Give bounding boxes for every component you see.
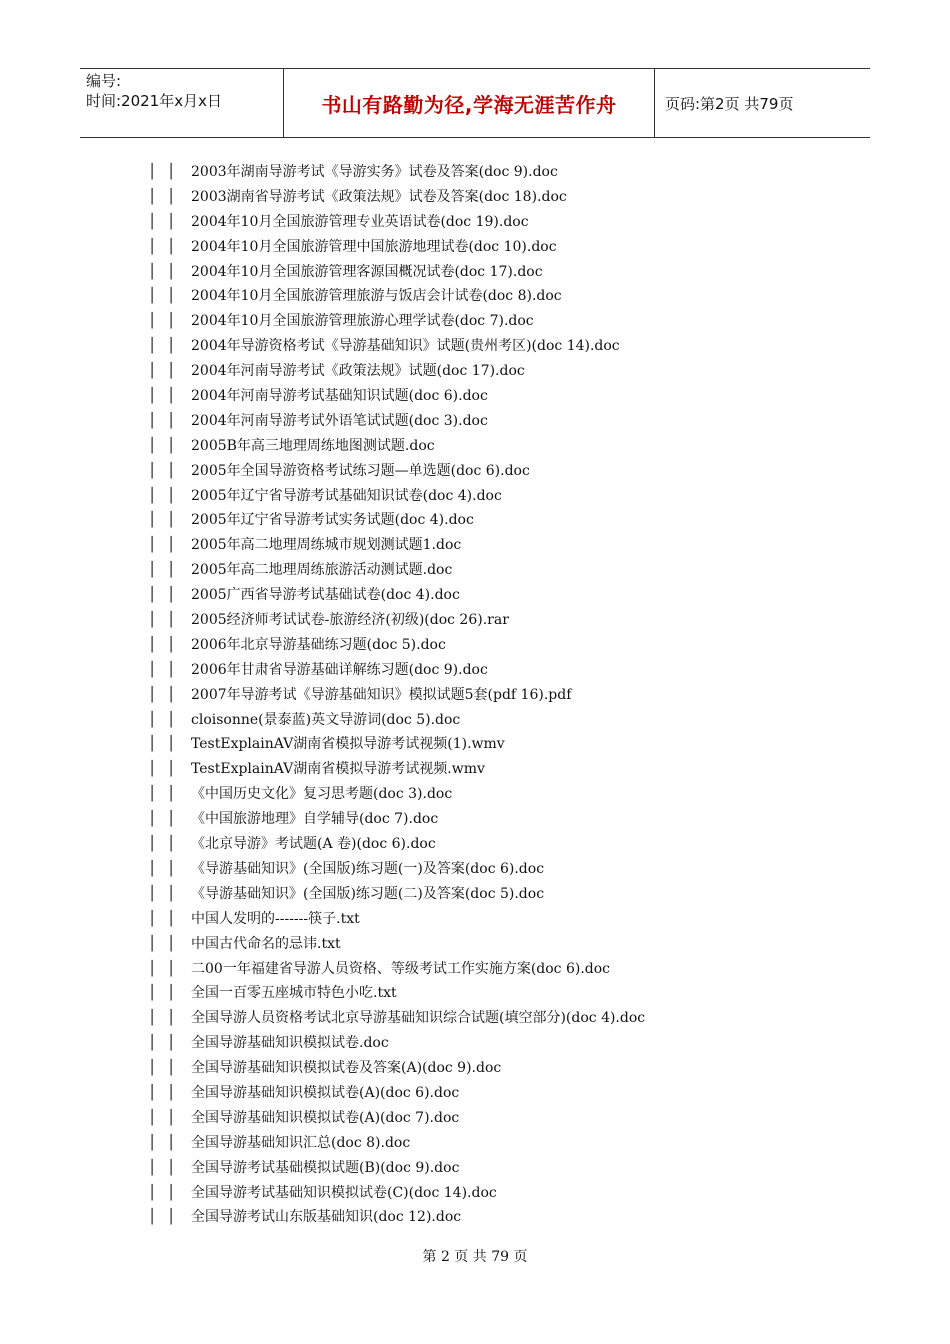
tree-branch-glyph: │ xyxy=(148,1134,157,1151)
tree-branch-glyph: │ xyxy=(167,1109,176,1126)
tree-branch-glyph: │ xyxy=(148,636,157,653)
tree-branch-glyph: │ xyxy=(167,462,176,479)
tree-branch-glyph: │ xyxy=(167,313,176,330)
document-date: 时间:2021年x月x日 xyxy=(86,92,222,110)
list-item xyxy=(148,185,908,210)
tree-branch-glyph: │ xyxy=(167,412,176,429)
tree-branch-glyph: │ xyxy=(167,1060,176,1077)
file-name: 全国导游基础知识模拟试卷及答案(A)(doc 9).doc xyxy=(191,1060,502,1077)
list-item xyxy=(148,484,908,509)
list-item xyxy=(148,907,908,932)
tree-branch-glyph: │ xyxy=(167,661,176,678)
file-name: 2005年全国导游资格考试练习题—单选题(doc 6).doc xyxy=(191,462,530,479)
file-name: 2005年辽宁省导游考试实务试题(doc 4).doc xyxy=(191,512,474,529)
list-item xyxy=(148,1131,908,1156)
list-item xyxy=(148,658,908,683)
file-name: 2005年高二地理周练旅游活动测试题.doc xyxy=(191,562,453,579)
file-name: 2004年10月全国旅游管理中国旅游地理试卷(doc 10).doc xyxy=(191,238,557,255)
tree-branch-glyph: │ xyxy=(148,164,157,180)
file-name: 《导游基础知识》(全国版)练习题(一)及答案(doc 6).doc xyxy=(191,860,545,877)
tree-branch-glyph: │ xyxy=(148,612,157,629)
tree-branch-glyph: │ xyxy=(148,188,157,205)
tree-branch-glyph: │ xyxy=(167,885,176,902)
tree-branch-glyph: │ xyxy=(148,587,157,604)
tree-branch-glyph: │ xyxy=(167,786,176,803)
tree-branch-glyph: │ xyxy=(167,636,176,653)
file-name: 全国导游基础知识模拟试卷.doc xyxy=(191,1035,389,1052)
tree-branch-glyph: │ xyxy=(167,1159,176,1176)
list-item xyxy=(148,1156,908,1181)
file-name: 全国导游基础知识模拟试卷(A)(doc 6).doc xyxy=(191,1084,460,1101)
tree-branch-glyph: │ xyxy=(167,985,176,1002)
tree-branch-glyph: │ xyxy=(167,910,176,927)
tree-branch-glyph: │ xyxy=(167,860,176,877)
page-header xyxy=(80,68,870,138)
tree-branch-glyph: │ xyxy=(148,1184,157,1201)
tree-branch-glyph: │ xyxy=(148,487,157,504)
tree-branch-glyph: │ xyxy=(167,263,176,280)
tree-branch-glyph: │ xyxy=(148,985,157,1002)
tree-branch-glyph: │ xyxy=(167,761,176,778)
list-item xyxy=(148,757,908,782)
tree-branch-glyph: │ xyxy=(167,1134,176,1151)
tree-branch-glyph: │ xyxy=(167,612,176,629)
file-name: 全国导游考试基础知识模拟试卷(C)(doc 14).doc xyxy=(191,1184,497,1201)
tree-branch-glyph: │ xyxy=(167,363,176,380)
tree-branch-glyph: │ xyxy=(148,836,157,853)
list-item xyxy=(148,1031,908,1056)
tree-branch-glyph: │ xyxy=(148,1035,157,1052)
list-item xyxy=(148,957,908,982)
tree-branch-glyph: │ xyxy=(167,188,176,205)
list-item xyxy=(148,1106,908,1131)
file-name: 全国导游基础知识模拟试卷(A)(doc 7).doc xyxy=(191,1109,460,1126)
list-item xyxy=(148,882,908,907)
tree-branch-glyph: │ xyxy=(148,238,157,255)
tree-branch-glyph: │ xyxy=(167,1084,176,1101)
list-item xyxy=(148,683,908,708)
tree-branch-glyph: │ xyxy=(148,711,157,728)
tree-branch-glyph: │ xyxy=(167,686,176,703)
page-footer: 第 2 页 共 79 页 xyxy=(422,1249,528,1265)
list-item xyxy=(148,1181,908,1206)
tree-branch-glyph: │ xyxy=(167,1010,176,1027)
list-item xyxy=(148,409,908,434)
list-item xyxy=(148,359,908,384)
tree-branch-glyph: │ xyxy=(167,1184,176,1201)
file-name: 2004年河南导游考试《政策法规》试题(doc 17).doc xyxy=(191,363,525,380)
file-name: 2004年导游资格考试《导游基础知识》试题(贵州考区)(doc 14).doc xyxy=(191,338,620,355)
tree-branch-glyph: │ xyxy=(148,213,157,230)
file-name: 2004年河南导游考试基础知识试题(doc 6).doc xyxy=(191,388,488,405)
tree-branch-glyph: │ xyxy=(167,1209,176,1226)
file-name: cloisonne(景泰蓝)英文导游词(doc 5).doc xyxy=(191,711,461,728)
list-item xyxy=(148,708,908,733)
list-item xyxy=(148,932,908,957)
tree-branch-glyph: │ xyxy=(148,412,157,429)
file-name: 2004年10月全国旅游管理专业英语试卷(doc 19).doc xyxy=(191,213,529,230)
file-name: 2005B年高三地理周练地图测试题.doc xyxy=(191,437,435,454)
tree-branch-glyph: │ xyxy=(167,338,176,355)
header-motto: 书山有路勤为径,学海无涯苦作舟 xyxy=(283,69,655,137)
file-name: 《导游基础知识》(全国版)练习题(二)及答案(doc 5).doc xyxy=(191,885,545,902)
tree-branch-glyph: │ xyxy=(148,736,157,753)
list-item xyxy=(148,284,908,309)
file-name: 全国导游人员资格考试北京导游基础知识综合试题(填空部分)(doc 4).doc xyxy=(191,1010,646,1027)
list-item xyxy=(148,508,908,533)
tree-branch-glyph: │ xyxy=(167,836,176,853)
tree-branch-glyph: │ xyxy=(167,388,176,405)
tree-branch-glyph: │ xyxy=(148,363,157,380)
file-name: 2006年北京导游基础练习题(doc 5).doc xyxy=(191,636,446,653)
list-item xyxy=(148,384,908,409)
file-name: 中国人发明的-------筷子.txt xyxy=(191,910,360,927)
tree-branch-glyph: │ xyxy=(148,437,157,454)
tree-branch-glyph: │ xyxy=(148,885,157,902)
list-item xyxy=(148,160,908,185)
tree-branch-glyph: │ xyxy=(148,960,157,977)
file-name: 2005广西省导游考试基础试卷(doc 4).doc xyxy=(191,587,460,604)
file-name: 2007年导游考试《导游基础知识》模拟试题5套(pdf 16).pdf xyxy=(191,686,572,703)
tree-branch-glyph: │ xyxy=(148,761,157,778)
tree-branch-glyph: │ xyxy=(167,935,176,952)
list-item xyxy=(148,633,908,658)
file-name: 2005年高二地理周练城市规划测试题1.doc xyxy=(191,537,462,554)
file-name: 全国导游基础知识汇总(doc 8).doc xyxy=(191,1134,411,1151)
header-meta xyxy=(80,69,283,137)
tree-branch-glyph: │ xyxy=(148,661,157,678)
file-name: 2004年10月全国旅游管理旅游与饭店会计试卷(doc 8).doc xyxy=(191,288,562,305)
tree-branch-glyph: │ xyxy=(148,562,157,579)
tree-branch-glyph: │ xyxy=(148,1010,157,1027)
tree-branch-glyph: │ xyxy=(148,1109,157,1126)
list-item xyxy=(148,334,908,359)
tree-branch-glyph: │ xyxy=(148,1084,157,1101)
file-name: 全国一百零五座城市特色小吃.txt xyxy=(191,985,397,1002)
tree-branch-glyph: │ xyxy=(167,711,176,728)
tree-branch-glyph: │ xyxy=(167,288,176,305)
file-name: 2005年辽宁省导游考试基础知识试卷(doc 4).doc xyxy=(191,487,502,504)
list-item xyxy=(148,210,908,235)
tree-branch-glyph: │ xyxy=(148,313,157,330)
file-name: 《中国历史文化》复习思考题(doc 3).doc xyxy=(191,786,453,803)
tree-branch-glyph: │ xyxy=(167,164,176,180)
tree-branch-glyph: │ xyxy=(148,338,157,355)
tree-branch-glyph: │ xyxy=(167,562,176,579)
tree-branch-glyph: │ xyxy=(167,487,176,504)
list-item xyxy=(148,981,908,1006)
file-name: 2004年河南导游考试外语笔试试题(doc 3).doc xyxy=(191,412,488,429)
tree-branch-glyph: │ xyxy=(148,512,157,529)
list-item xyxy=(148,608,908,633)
file-name: 《中国旅游地理》自学辅导(doc 7).doc xyxy=(191,811,439,828)
tree-branch-glyph: │ xyxy=(148,288,157,305)
list-item xyxy=(148,807,908,832)
tree-branch-glyph: │ xyxy=(148,1060,157,1077)
file-name: 全国导游考试基础模拟试题(B)(doc 9).doc xyxy=(191,1159,460,1176)
tree-branch-glyph: │ xyxy=(167,537,176,554)
list-item xyxy=(148,533,908,558)
tree-branch-glyph: │ xyxy=(167,736,176,753)
tree-branch-glyph: │ xyxy=(148,537,157,554)
file-tree-list xyxy=(148,160,908,1230)
tree-branch-glyph: │ xyxy=(148,860,157,877)
tree-branch-glyph: │ xyxy=(167,213,176,230)
list-item xyxy=(148,309,908,334)
file-name: 2003年湖南导游考试《导游实务》试卷及答案(doc 9).doc xyxy=(191,164,558,180)
tree-branch-glyph: │ xyxy=(148,388,157,405)
list-item xyxy=(148,459,908,484)
tree-branch-glyph: │ xyxy=(167,811,176,828)
list-item xyxy=(148,260,908,285)
tree-branch-glyph: │ xyxy=(148,263,157,280)
list-item xyxy=(148,434,908,459)
list-item xyxy=(148,857,908,882)
file-name: TestExplainAV湖南省模拟导游考试视频(1).wmv xyxy=(191,736,505,753)
tree-branch-glyph: │ xyxy=(148,910,157,927)
tree-branch-glyph: │ xyxy=(148,686,157,703)
list-item xyxy=(148,235,908,260)
file-name: 全国导游考试山东版基础知识(doc 12).doc xyxy=(191,1209,462,1226)
tree-branch-glyph: │ xyxy=(148,462,157,479)
document-number-label: 编号: xyxy=(86,72,122,90)
file-name: 2004年10月全国旅游管理客源国概况试卷(doc 17).doc xyxy=(191,263,543,280)
list-item xyxy=(148,1006,908,1031)
list-item xyxy=(148,1205,908,1230)
tree-branch-glyph: │ xyxy=(167,437,176,454)
file-name: 2004年10月全国旅游管理旅游心理学试卷(doc 7).doc xyxy=(191,313,534,330)
tree-branch-glyph: │ xyxy=(148,935,157,952)
file-name: 2005经济师考试试卷-旅游经济(初级)(doc 26).rar xyxy=(191,612,509,629)
tree-branch-glyph: │ xyxy=(167,238,176,255)
header-page-info: 页码:第2页 共79页 xyxy=(665,94,794,113)
list-item xyxy=(148,558,908,583)
list-item xyxy=(148,732,908,757)
list-item xyxy=(148,832,908,857)
tree-branch-glyph: │ xyxy=(148,1209,157,1226)
tree-branch-glyph: │ xyxy=(167,960,176,977)
tree-branch-glyph: │ xyxy=(148,786,157,803)
tree-branch-glyph: │ xyxy=(148,811,157,828)
file-name: 二00一年福建省导游人员资格、等级考试工作实施方案(doc 6).doc xyxy=(191,960,611,977)
tree-branch-glyph: │ xyxy=(167,512,176,529)
tree-branch-glyph: │ xyxy=(148,1159,157,1176)
tree-branch-glyph: │ xyxy=(167,1035,176,1052)
file-name: 2006年甘肃省导游基础详解练习题(doc 9).doc xyxy=(191,661,488,678)
list-item xyxy=(148,1081,908,1106)
file-name: 中国古代命名的忌讳.txt xyxy=(191,935,341,952)
file-name: 《北京导游》考试题(A 卷)(doc 6).doc xyxy=(191,836,436,853)
list-item xyxy=(148,1056,908,1081)
list-item xyxy=(148,583,908,608)
file-name: 2003湖南省导游考试《政策法规》试卷及答案(doc 18).doc xyxy=(191,188,567,205)
file-name: TestExplainAV湖南省模拟导游考试视频.wmv xyxy=(191,761,485,778)
list-item xyxy=(148,782,908,807)
tree-branch-glyph: │ xyxy=(167,587,176,604)
